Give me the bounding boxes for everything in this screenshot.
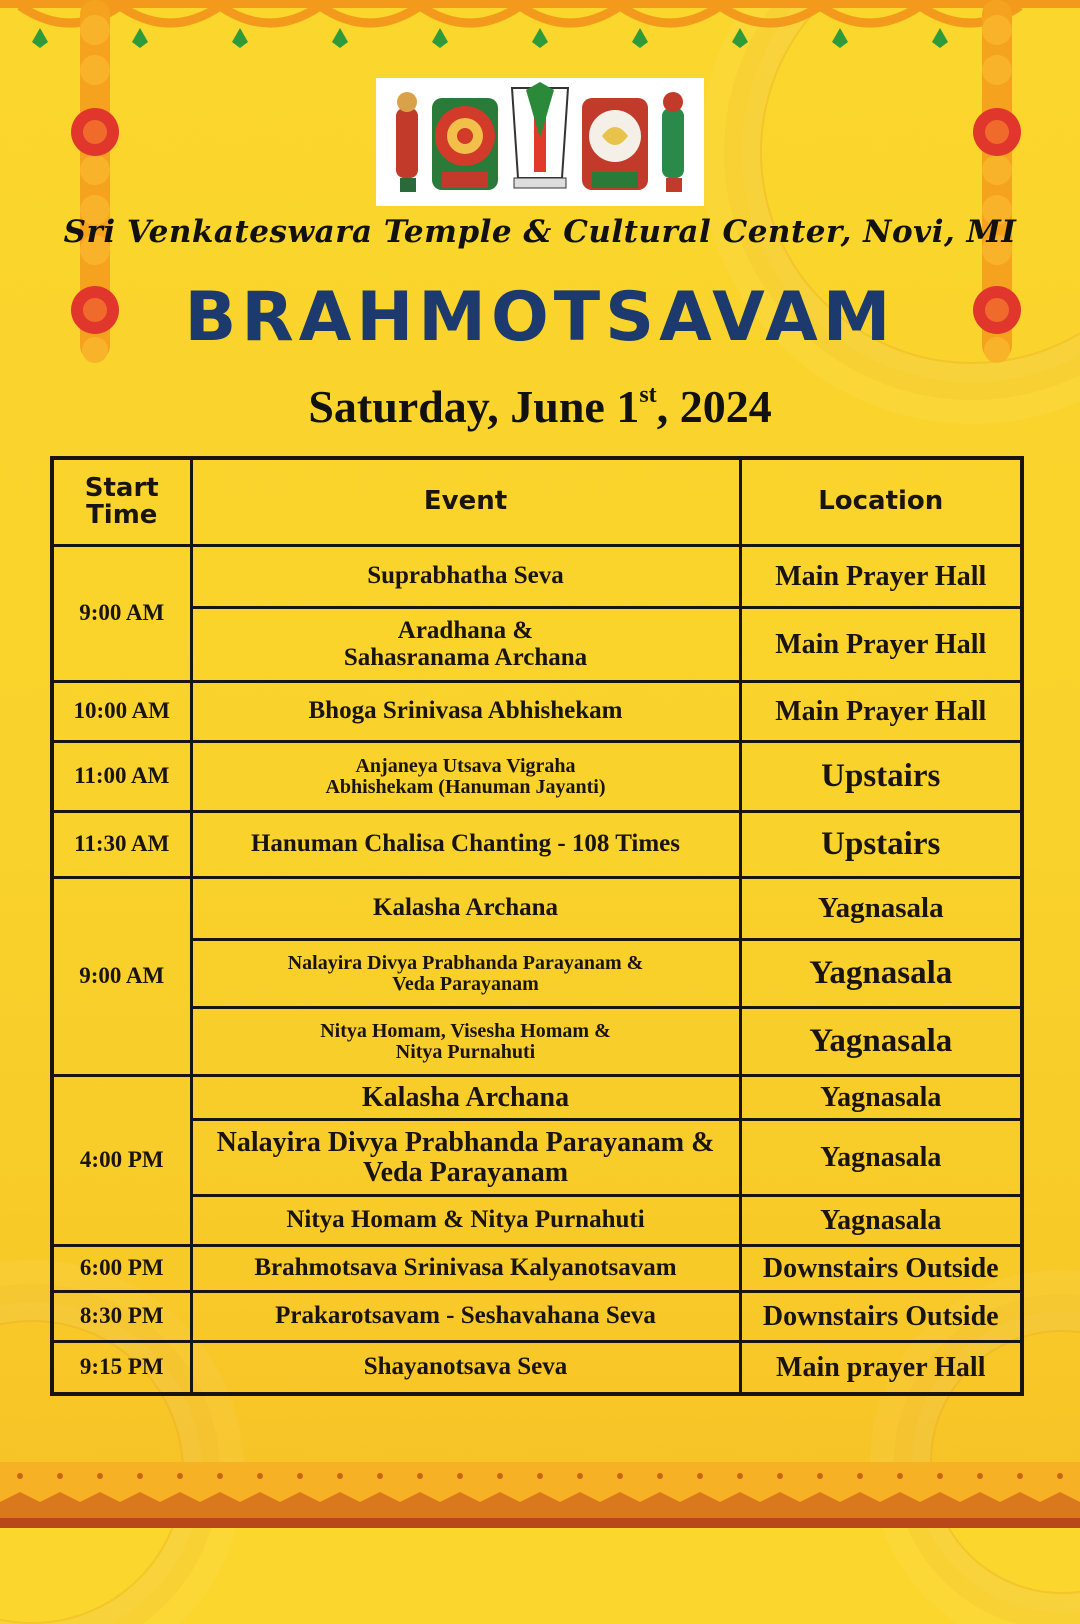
location-cell: Upstairs [740,742,1022,812]
location-cell: Downstairs Outside [740,1246,1022,1292]
location-cell: Yagnasala [740,878,1022,940]
decorative-footer-border [0,1462,1080,1528]
location-cell: Main Prayer Hall [740,546,1022,608]
date-ordinal: st [639,382,657,408]
time-cell: 9:00 AM [52,878,191,1076]
location-cell: Yagnasala [740,1076,1022,1120]
table-row [52,608,1022,682]
location-cell: Yagnasala [740,940,1022,1008]
location-cell: Downstairs Outside [740,1292,1022,1342]
date-year: , 2024 [656,381,772,432]
header-location: Location [740,458,1022,546]
event-cell: Kalasha Archana [191,1076,740,1120]
table-row [52,682,1022,742]
event-cell: Nitya Homam & Nitya Purnahuti [191,1196,740,1246]
marigold-garland-top [0,0,1080,60]
event-cell: Nalayira Divya Prabhanda Parayanam & Veda Parayanam [191,940,740,1008]
table-row [52,742,1022,812]
header-event: Event [191,458,740,546]
time-cell: 10:00 AM [52,682,191,742]
table-row [52,1008,1022,1076]
location-cell: Upstairs [740,812,1022,878]
temple-name: Sri Venkateswara Temple & Cultural Center, Novi, MI [63,214,1017,250]
table-row [52,1196,1022,1246]
event-cell: Brahmotsava Srinivasa Kalyanotsavam [191,1246,740,1292]
date-text: Saturday, June 1 [308,381,640,432]
table-row [52,1292,1022,1342]
table-row [52,1076,1022,1120]
table-row [52,878,1022,940]
event-cell: Hanuman Chalisa Chanting - 108 Times [191,812,740,878]
event-cell: Kalasha Archana [191,878,740,940]
location-cell: Main prayer Hall [740,1342,1022,1394]
temple-logo [376,78,704,206]
table-header-row [52,458,1022,546]
location-cell: Yagnasala [740,1120,1022,1196]
header-start-time: Start Time [52,458,191,546]
festival-title: BRAHMOTSAVAM [184,278,896,357]
time-cell: 6:00 PM [52,1246,191,1292]
time-cell: 11:30 AM [52,812,191,878]
temple-emblem-icon [376,78,704,206]
time-cell: 9:15 PM [52,1342,191,1394]
event-cell: Aradhana & Sahasranama Archana [191,608,740,682]
time-cell: 9:00 AM [52,546,191,682]
location-cell: Yagnasala [740,1196,1022,1246]
event-cell: Anjaneya Utsava Vigraha Abhishekam (Hanuman Jayanti) [191,742,740,812]
time-cell: 4:00 PM [52,1076,191,1246]
event-cell: Prakarotsavam - Seshavahana Seva [191,1292,740,1342]
event-cell: Shayanotsava Seva [191,1342,740,1394]
event-cell: Nalayira Divya Prabhanda Parayanam & Veda Parayanam [191,1120,740,1196]
schedule-table [50,456,1024,1396]
time-cell: 8:30 PM [52,1292,191,1342]
time-cell: 11:00 AM [52,742,191,812]
location-cell: Yagnasala [740,1008,1022,1076]
table-row [52,940,1022,1008]
location-cell: Main Prayer Hall [740,608,1022,682]
event-date [0,380,1080,433]
event-cell: Bhoga Srinivasa Abhishekam [191,682,740,742]
table-row [52,812,1022,878]
table-row [52,1342,1022,1394]
table-row [52,546,1022,608]
location-cell: Main Prayer Hall [740,682,1022,742]
event-cell: Suprabhatha Seva [191,546,740,608]
table-row [52,1246,1022,1292]
table-row [52,1120,1022,1196]
event-cell: Nitya Homam, Visesha Homam & Nitya Purnahuti [191,1008,740,1076]
